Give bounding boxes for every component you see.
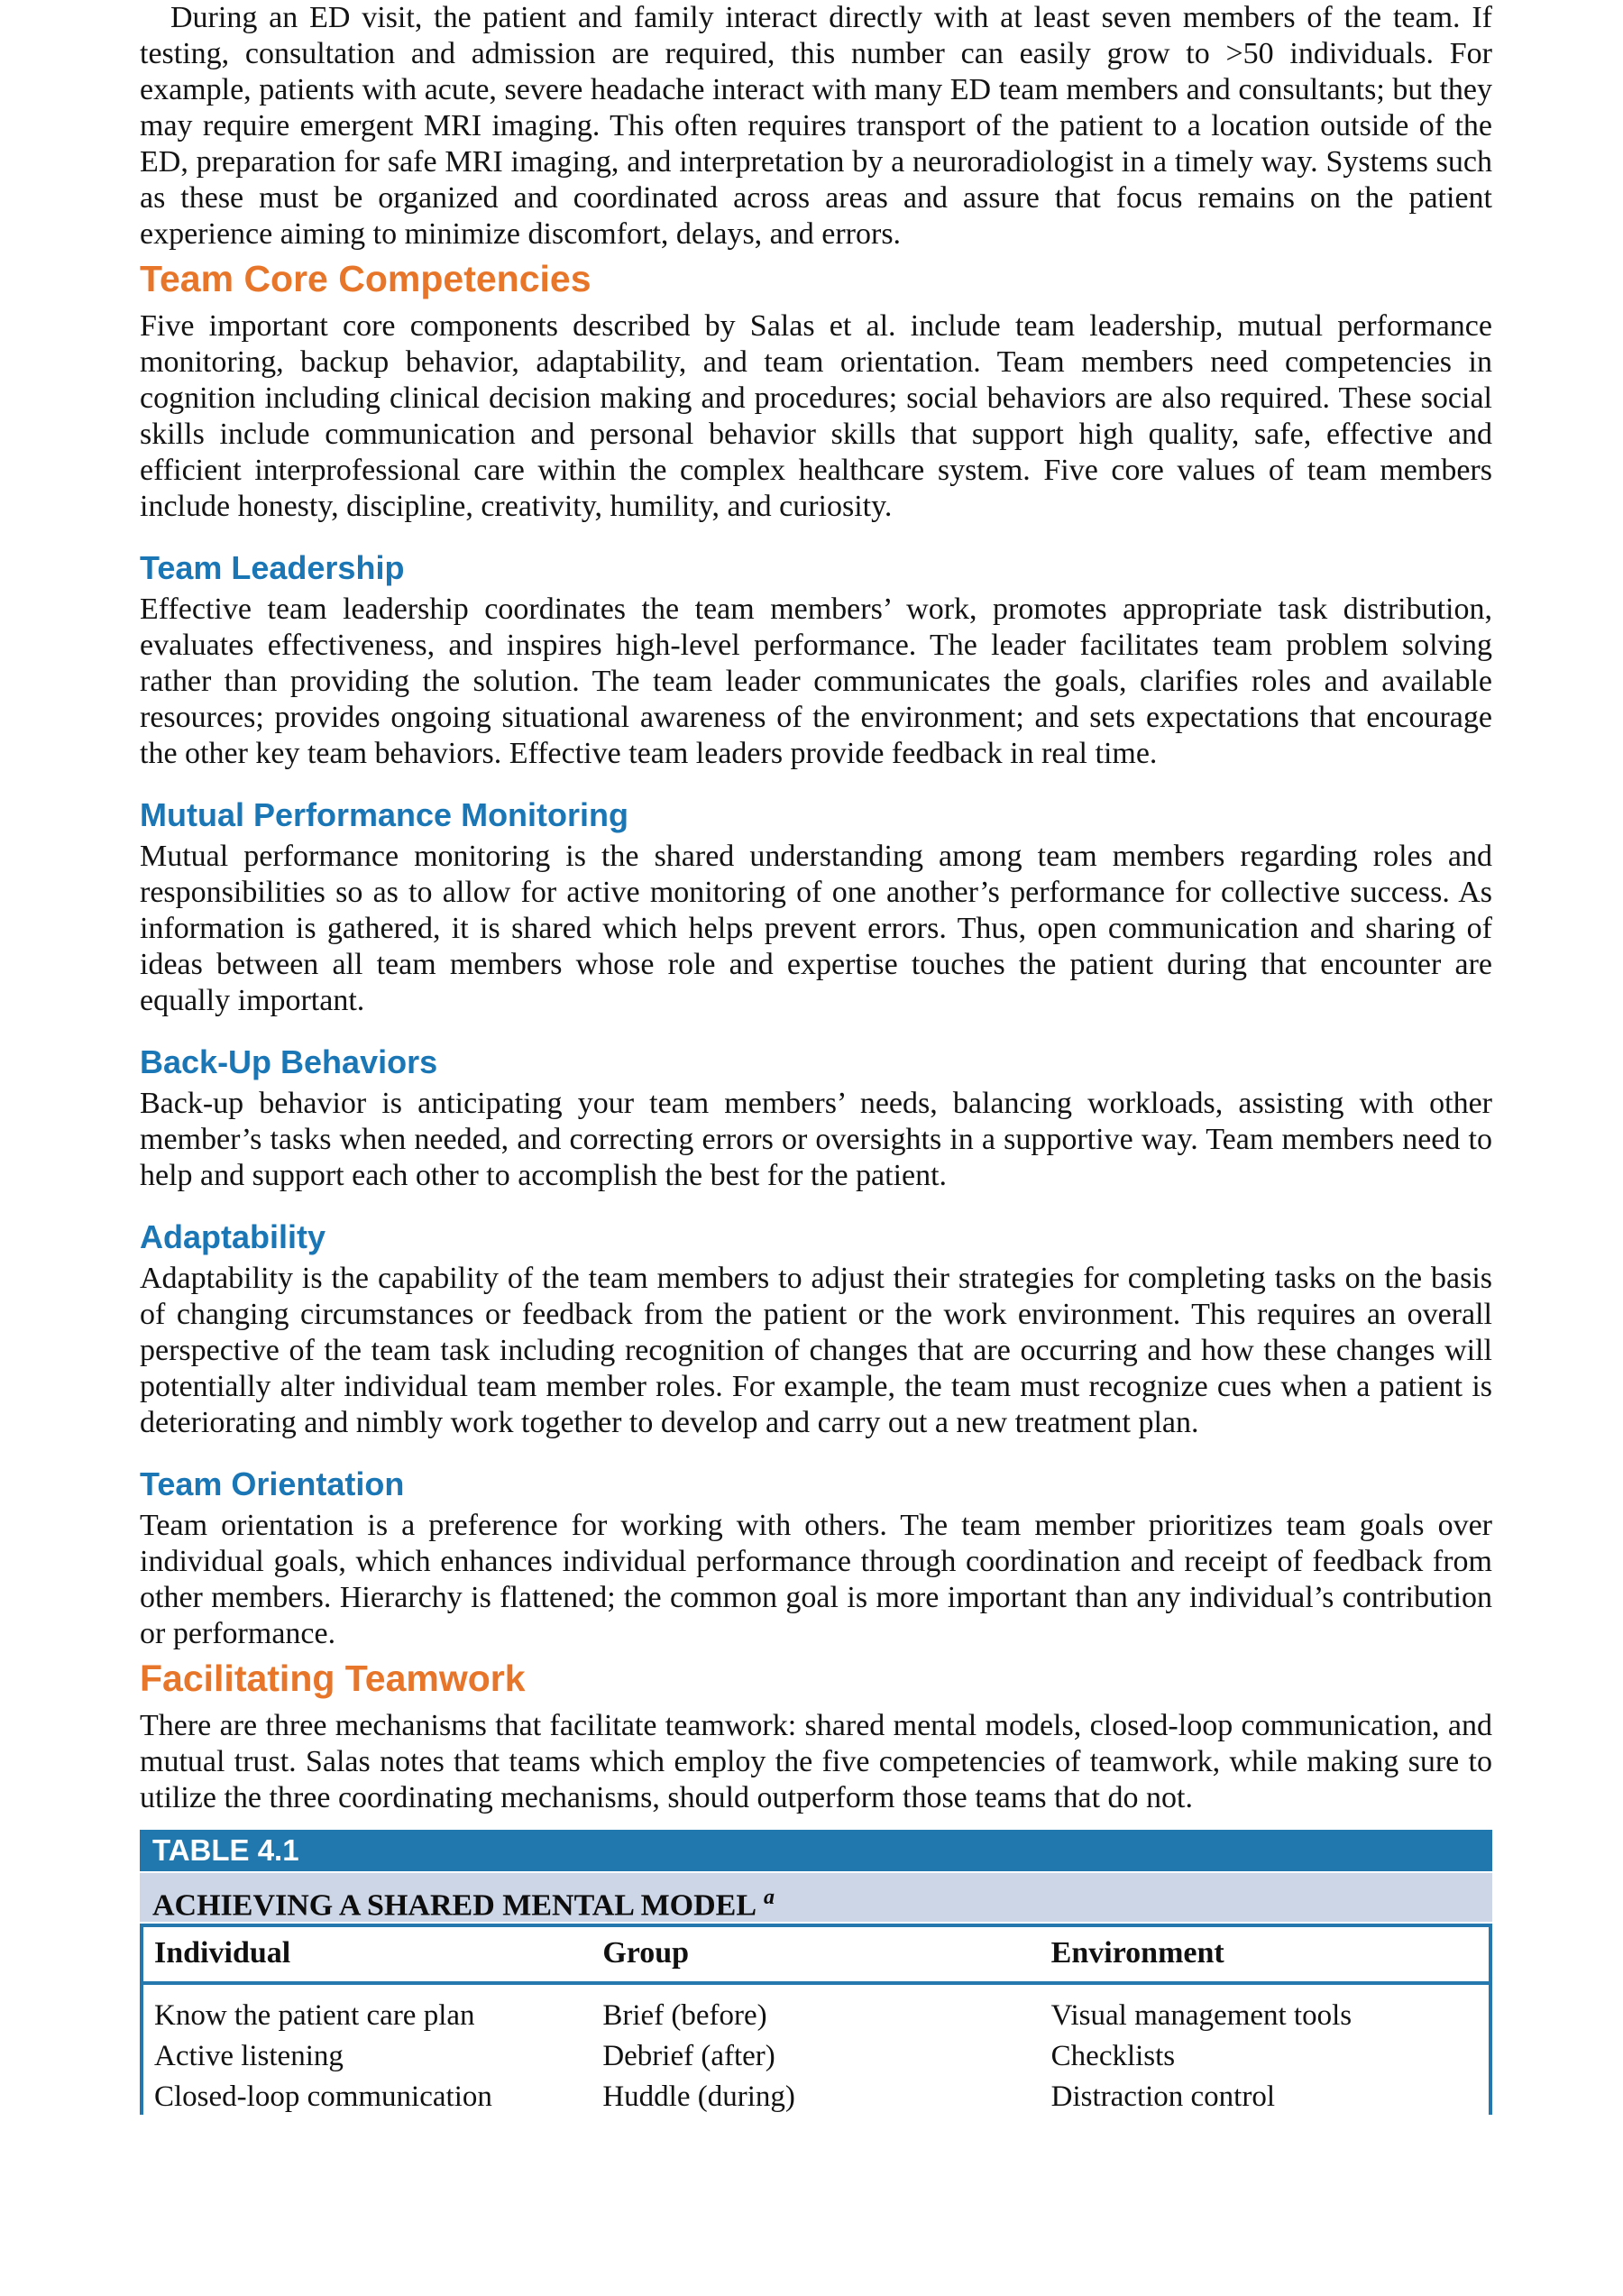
section-heading-back-up-behaviors: Back-Up Behaviors <box>140 1043 438 1080</box>
table-title-bar <box>140 1873 1492 1922</box>
section-heading-team-orientation: Team Orientation <box>140 1465 405 1502</box>
table-cell: Huddle (during) <box>602 2080 795 2113</box>
column-header-individual: Individual <box>154 1936 291 1970</box>
table-cell: Debrief (after) <box>602 2040 775 2072</box>
table-cell: Closed-loop communication <box>154 2080 492 2113</box>
column-header-group: Group <box>602 1936 690 1970</box>
section-body-adaptability: Adaptability is the capability of the team members to adjust their strategies for completing tasks on the basis of changing circumstances or feedback from the patient or the work environment. This requires an overall perspective of the team task including recognition of changes that are occurring and how these changes will potentially alter individual team member roles. For example, the team must recognize cues when a patient is deteriorating and nimbly work together to develop and carry out a new treatment plan. <box>140 1262 1492 1439</box>
section-heading-mutual-performance-monitoring: Mutual Performance Monitoring <box>140 796 629 833</box>
table-cell: Brief (before) <box>602 1999 767 2032</box>
section-body-team-core-competencies: Five important core components described by Salas et al. include team leadership, mutual performance monitoring, backup behavior, adaptability, and team orientation. Team members need competencies in cognition including clinical decision making and procedures; social behaviors are also required. These social skills include communication and personal behavior skills that support high quality, safe, effective and efficient interprofessional care within the complex healthcare system. Five core values of team members include honesty, discipline, creativity, humility, and curiosity. <box>140 309 1492 523</box>
table-body-box <box>140 1924 1492 2115</box>
intro-paragraph: During an ED visit, the patient and family interact directly with at least seven members of the team. If testing, consultation and admission are required, this number can easily grow to >50 individuals. For example, patients with acute, severe headache interact with many ED team members and consultants; but they may require emergent MRI imaging. This often requires transport of the patient to a location outside of the ED, preparation for safe MRI imaging, and interpretation by a neuroradiologist in a timely way. Systems such as these must be organized and coordinated across areas and assure that focus remains on the patient experience aiming to minimize discomfort, delays, and errors. <box>140 1 1492 251</box>
table-cell: Visual management tools <box>1050 1999 1352 2032</box>
section-heading-facilitating-teamwork: Facilitating Teamwork <box>140 1658 526 1699</box>
table-title: ACHIEVING A SHARED MENTAL MODEL <box>152 1888 757 1923</box>
table-4-1 <box>140 1830 1492 2115</box>
table-cell: Checklists <box>1050 2040 1176 2072</box>
table-cell: Know the patient care plan <box>154 1999 475 2032</box>
section-body-mutual-performance-monitoring: Mutual performance monitoring is the shared understanding among team members regarding roles and responsibilities so as to allow for active monitoring of one another’s performance for collective success. As information is gathered, it is shared which helps prevent errors. Thus, open communication and sharing of ideas between all team members whose role and expertise touches the patient during that encounter are equally important. <box>140 840 1492 1017</box>
section-heading-team-leadership: Team Leadership <box>140 549 405 586</box>
column-header-environment: Environment <box>1050 1936 1224 1970</box>
table-header-row <box>143 1927 1489 1985</box>
page-content <box>140 0 1492 2115</box>
section-heading-team-core-competencies: Team Core Competencies <box>140 258 591 299</box>
table-row <box>143 2036 1489 2077</box>
table-cell: Distraction control <box>1050 2080 1276 2113</box>
table-row <box>143 1996 1489 2036</box>
table-cell: Active listening <box>154 2040 344 2072</box>
section-body-facilitating-teamwork: There are three mechanisms that facilitate teamwork: shared mental models, closed-loop communication, and mutual trust. Salas notes that teams which employ the five competencies of teamwork, while making sure to utilize the three coordinating mechanisms, should outperform those teams that do not. <box>140 1709 1492 1814</box>
section-body-team-leadership: Effective team leadership coordinates the team members’ work, promotes appropriate task distribution, evaluates effectiveness, and inspires high-level performance. The leader facilitates team problem solving rather than providing the solution. The team leader communicates the goals, clarifies roles and available resources; provides ongoing situational awareness of the environment; and sets expectations that encourage the other key team behaviors. Effective team leaders provide feedback in real time. <box>140 592 1492 770</box>
table-row <box>143 2077 1489 2115</box>
section-body-team-orientation: Team orientation is a preference for working with others. The team member prioritizes team goals over individual goals, which enhances individual performance through coordination and receipt of feedback from other members. Hierarchy is flattened; the common goal is more important than any individual’s contribution or performance. <box>140 1509 1492 1650</box>
table-title-footnote-marker: a <box>764 1886 775 1909</box>
table-label-bar: TABLE 4.1 <box>140 1830 1492 1871</box>
table-rows <box>143 1985 1489 2115</box>
section-body-back-up-behaviors: Back-up behavior is anticipating your team members’ needs, balancing workloads, assisting with other member’s tasks when needed, and correcting errors or oversights in a supportive way. Team members need to help and support each other to accomplish the best for the patient. <box>140 1087 1492 1192</box>
section-heading-adaptability: Adaptability <box>140 1218 326 1255</box>
